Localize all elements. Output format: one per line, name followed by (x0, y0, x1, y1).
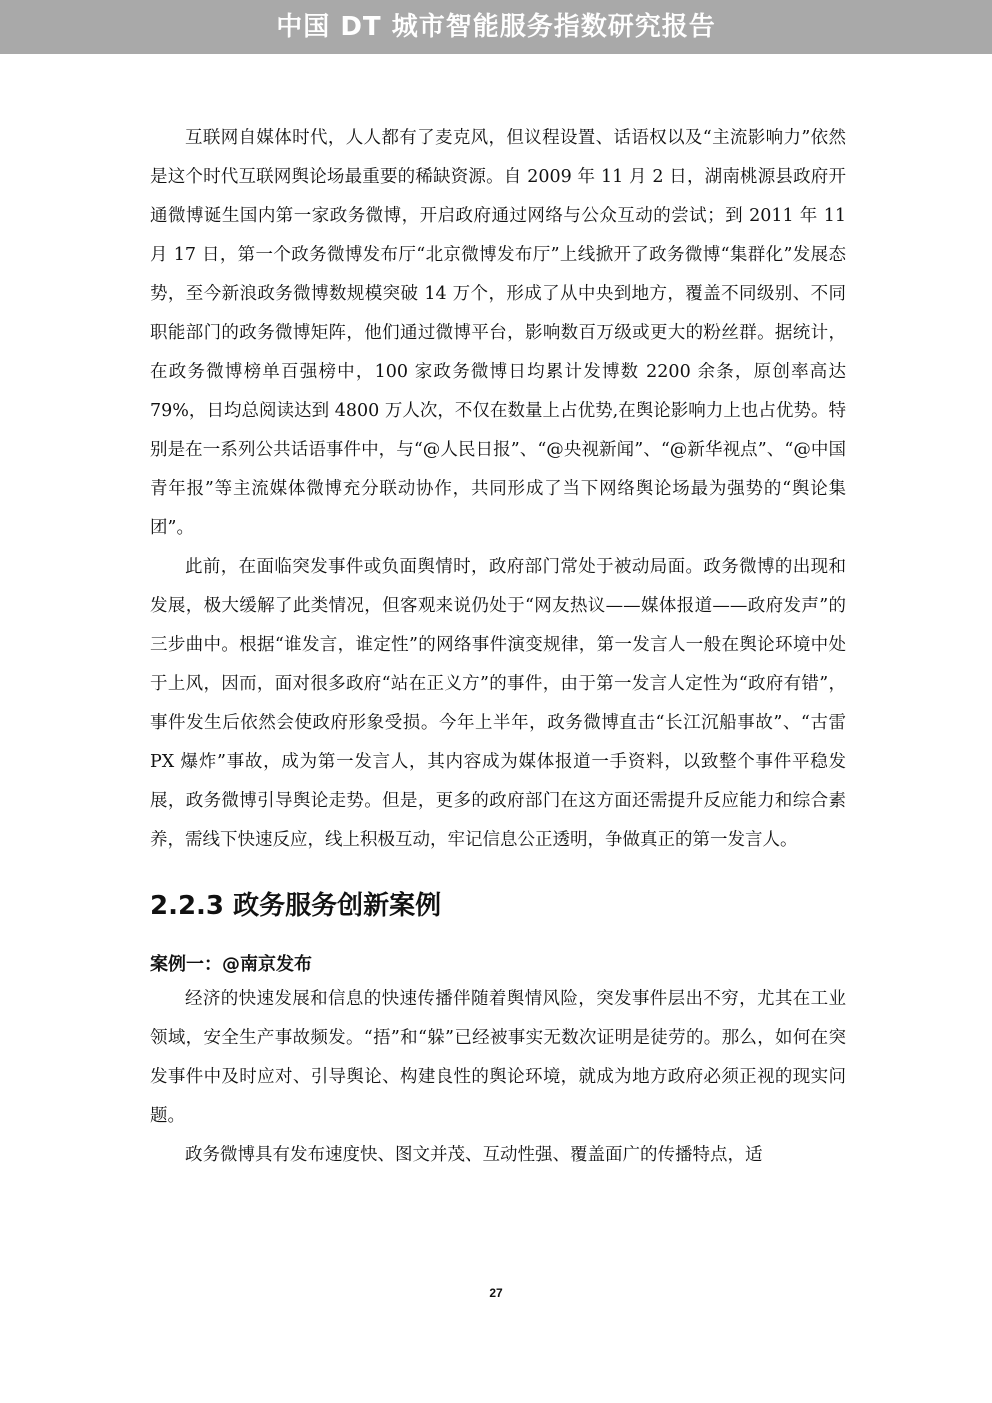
page-content (150, 119, 846, 1175)
paragraph-self-media: 互联网自媒体时代，人人都有了麦克风，但议程设置、话语权以及“主流影响力”依然是这个时代互联网舆论场最重要的稀缺资源。自 2009 年 11 月 2 日，湖南桃源县政府开通微博诞生国内第一家政务微博，开启政府通过网络与公众互动的尝试；到 2011 年 11 月 17 日，第一个政务微博发布厅“北京微博发布厅”上线掀开了政务微博“集群化”发展态势，至今新浪政务微博数规模突破 14 万个，形成了从中央到地方，覆盖不同级别、不同职能部门的政务微博矩阵，他们通过微博平台，影响数百万级或更大的粉丝群。据统计，在政务微博榜单百强榜中，100 家政务微博日均累计发博数 2200 余条，原创率高达 79%，日均总阅读达到 4800 万人次，不仅在数量上占优势,在舆论影响力上也占优势。特别是在一系列公共话语事件中，与“@人民日报”、“@央视新闻”、“@新华视点”、“@中国青年报”等主流媒体微博充分联动协作，共同形成了当下网络舆论场最为强势的“舆论集团”。 (150, 128, 846, 538)
paragraph-weibo-features: 政务微博具有发布速度快、图文并茂、互动性强、覆盖面广的传播特点，适 (185, 1145, 763, 1165)
report-title: 中国 DT 城市智能服务指数研究报告 (276, 12, 716, 42)
page-number: 27 (489, 1286, 503, 1300)
section-heading: 2.2.3 政务服务创新案例 (150, 891, 442, 921)
paragraph-first-speaker: 此前，在面临突发事件或负面舆情时，政府部门常处于被动局面。政务微博的出现和发展，极大缓解了此类情况，但客观来说仍处于“网友热议——媒体报道——政府发声”的三步曲中。根据“谁发言，谁定性”的网络事件演变规律，第一发言人一般在舆论环境中处于上风，因而，面对很多政府“站在正义方”的事件，由于第一发言人定性为“政府有错”，事件发生后依然会使政府形象受损。今年上半年，政务微博直击“长江沉船事故”、“古雷 PX 爆炸”事故，成为第一发言人，其内容成为媒体报道一手资料，以致整个事件平稳发展，政务微博引导舆论走势。但是，更多的政府部门在这方面还需提升反应能力和综合素养，需线下快速反应，线上积极互动，牢记信息公正透明，争做真正的第一发言人。 (150, 557, 846, 850)
paragraph-public-opinion-risk: 经济的快速发展和信息的快速传播伴随着舆情风险，突发事件层出不穷，尤其在工业领域，安全生产事故频发。“捂”和“躲”已经被事实无数次证明是徒劳的。那么，如何在突发事件中及时应对、引导舆论、构建良性的舆论环境，就成为地方政府必须正视的现实问题。 (150, 989, 846, 1126)
case-title: 案例一：@南京发布 (150, 954, 312, 975)
report-header (0, 0, 992, 54)
